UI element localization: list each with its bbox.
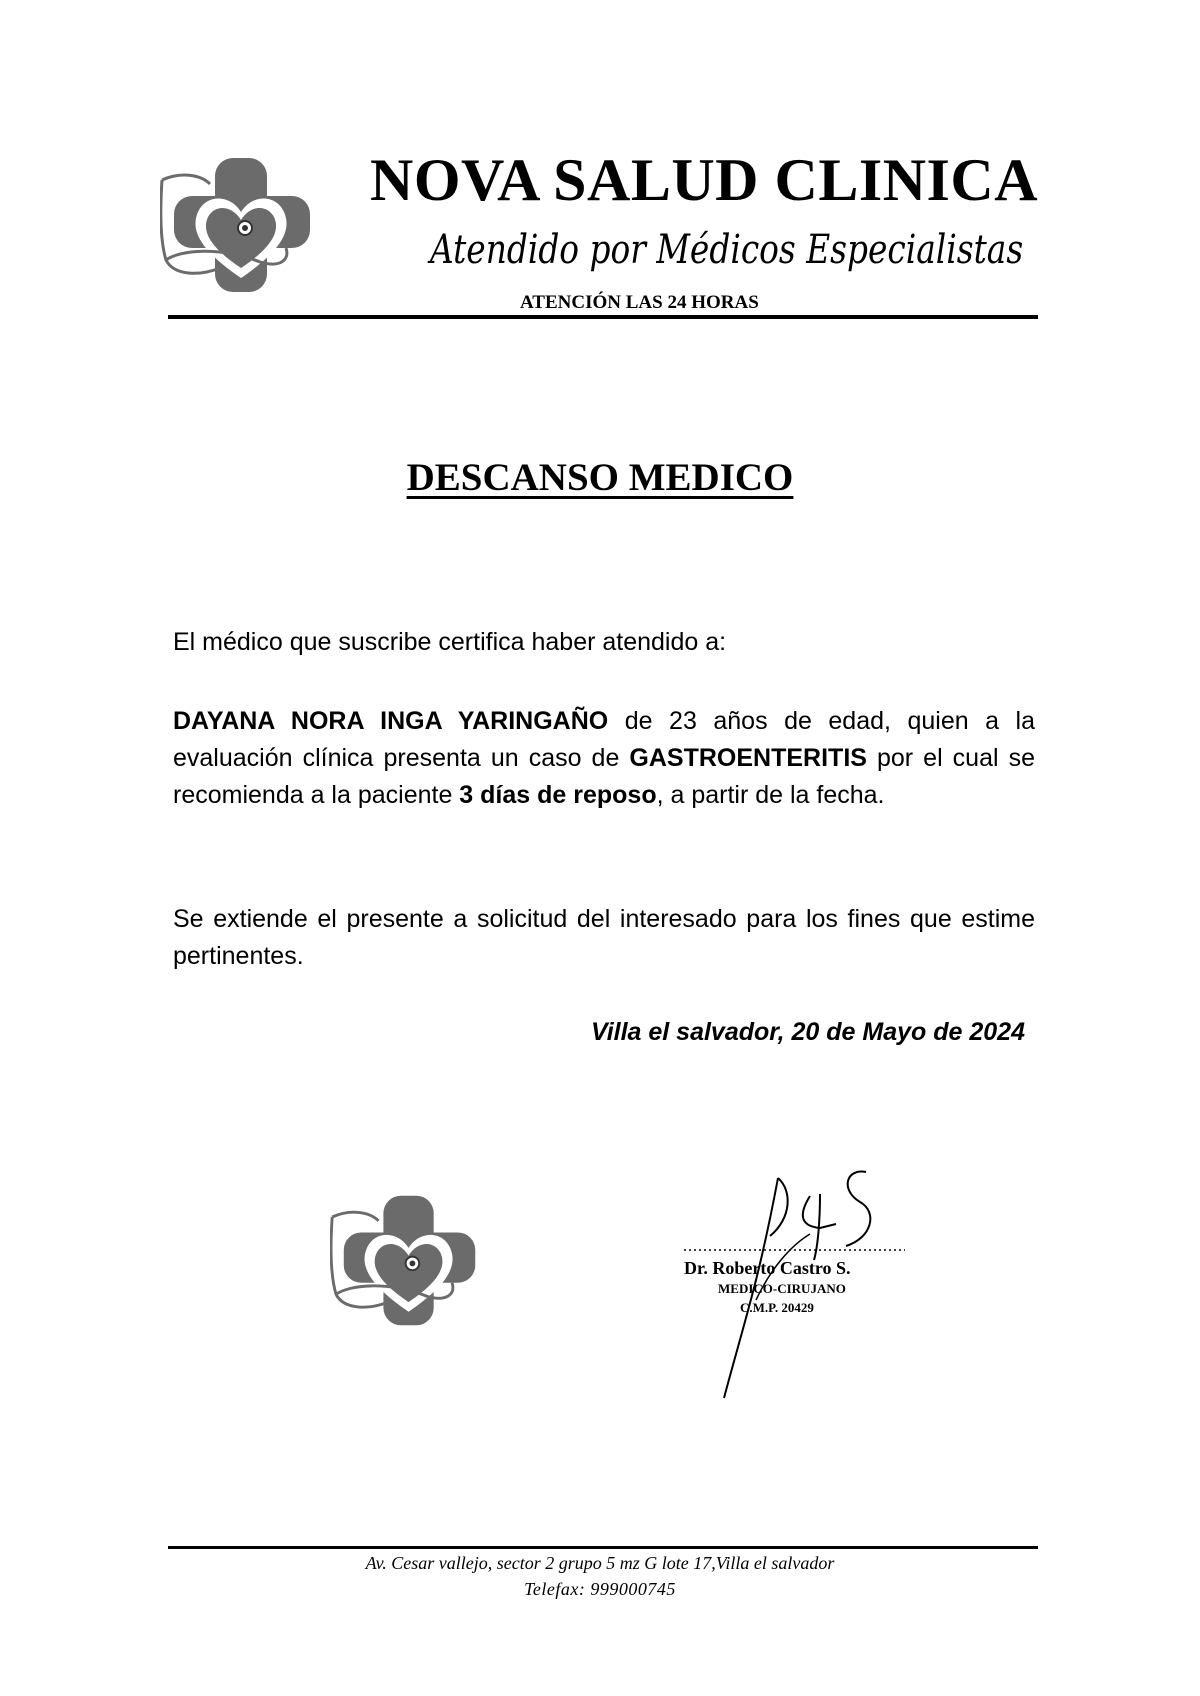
closing-paragraph: Se extiende el presente a solicitud del interesado para los fines que estime pertinentes.	[173, 905, 1035, 970]
patient-name: DAYANA NORA INGA YARINGAÑO	[173, 707, 609, 735]
footer-phone: Telefax: 999000745	[524, 1579, 676, 1599]
footer-divider	[168, 1546, 1038, 1549]
diagnosis: GASTROENTERITIS	[629, 744, 867, 772]
clinic-hours: ATENCIÓN LAS 24 HORAS	[520, 292, 759, 313]
from-date-text: , a partir de la fecha.	[656, 781, 885, 809]
heart-cross-stethoscope-icon	[160, 150, 325, 300]
doctor-signature-stamp	[660, 1150, 950, 1420]
document-title	[0, 458, 1200, 497]
stamp-logo	[330, 1188, 490, 1333]
document-title-text: DESCANSO MEDICO	[406, 456, 794, 499]
age-text: de 23 años de edad, quien a la evaluación clínica presenta un caso de	[173, 707, 1035, 772]
recommend-text: por el cual se recomienda a la paciente	[173, 744, 1036, 809]
doctor-cmp: C.M.P. 20429	[740, 1300, 814, 1315]
place-date: Villa el salvador, 20 de Mayo de 2024	[590, 1018, 1025, 1046]
clinic-tagline: Atendido por Médicos Especialistas	[430, 227, 1024, 273]
clinic-name: NOVA SALUD CLINICA	[370, 147, 1039, 213]
intro-paragraph: El médico que suscribe certifica haber atendido a:	[173, 628, 727, 656]
footer-address: Av. Cesar vallejo, sector 2 grupo 5 mz G lote 17,Villa el salvador	[365, 1553, 835, 1573]
certification-paragraph	[173, 703, 1035, 814]
clinic-logo	[160, 150, 325, 300]
header-divider	[168, 315, 1038, 319]
heart-cross-stethoscope-icon	[330, 1188, 490, 1333]
doctor-role: MEDICO-CIRUJANO	[718, 1281, 846, 1296]
doctor-name: Dr. Roberto Castro S.	[684, 1258, 851, 1278]
rest-days: 3 días de reposo	[459, 781, 657, 809]
